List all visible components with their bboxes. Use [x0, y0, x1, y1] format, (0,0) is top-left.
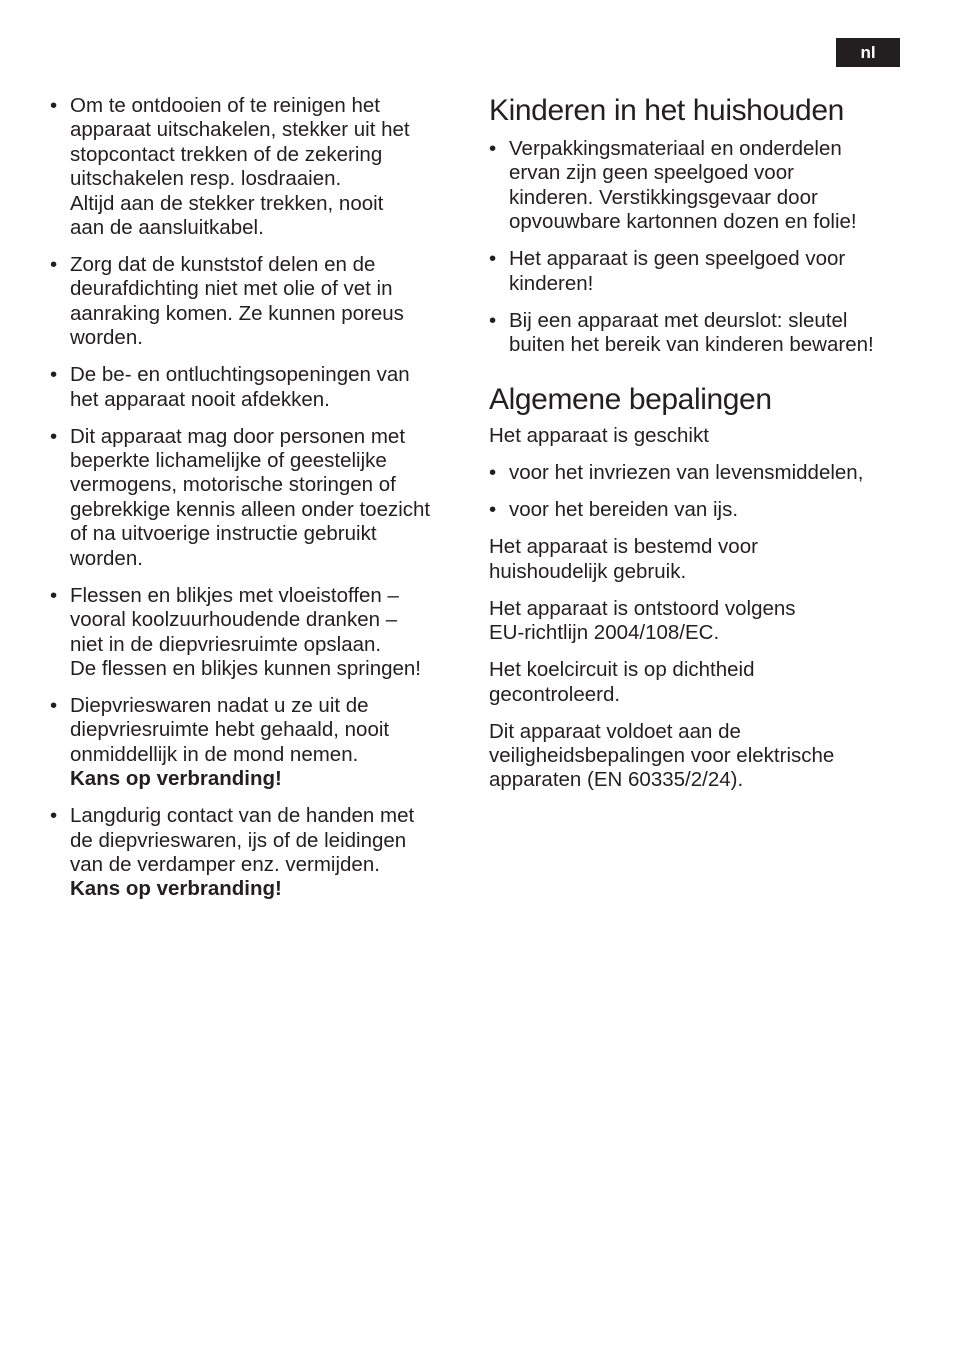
text-line: Het koelcircuit is op dichtheid — [489, 658, 755, 682]
text-line: Het apparaat is ontstoord volgens — [489, 596, 796, 620]
text-line: • Zorg dat de kunststof delen en de — [70, 253, 376, 277]
list-item — [489, 309, 914, 358]
paragraph — [489, 720, 914, 793]
text-line: aanraking komen. Ze kunnen poreus — [70, 301, 404, 325]
text-line: • Dit apparaat mag door personen met — [70, 424, 406, 448]
warning-text: Kans op verbranding! — [70, 767, 282, 791]
text-line: kinderen! — [509, 271, 594, 295]
text-line: gecontroleerd. — [489, 682, 621, 706]
text-line: vooral koolzuurhoudende dranken – — [70, 608, 398, 632]
text-line: niet in de diepvriesruimte opslaan. — [70, 632, 382, 656]
text-line: Altijd aan de stekker trekken, nooit — [70, 191, 384, 215]
text-line: • Het apparaat is geen speelgoed voor — [509, 247, 846, 271]
text-line: Het apparaat is bestemd voor — [489, 535, 758, 559]
text-line: worden. — [70, 326, 143, 350]
text-line: van de verdamper enz. vermijden. — [70, 852, 380, 876]
text-line: huishoudelijk gebruik. — [489, 559, 687, 583]
text-line: deurafdichting niet met olie of vet in — [70, 277, 393, 301]
list-item — [50, 694, 462, 792]
text-line: buiten het bereik van kinderen bewaren! — [509, 333, 874, 357]
text-line: apparaten (EN 60335/2/24). — [489, 768, 744, 792]
text-line: • Verpakkingsmateriaal en onderdelen — [509, 137, 842, 160]
text-line: apparaat uitschakelen, stekker uit het — [70, 118, 410, 142]
paragraph — [489, 597, 914, 646]
text-line: • Bij een apparaat met deurslot: sleutel — [509, 308, 848, 332]
text-line: • De be- en ontluchtingsopeningen van — [70, 363, 410, 387]
text-line: worden. — [70, 546, 143, 570]
text-line: • voor het invriezen van levensmiddelen, — [509, 461, 864, 485]
text-line: gebrekkige kennis alleen onder toezicht — [70, 497, 431, 521]
list-item — [50, 94, 462, 240]
list-item — [489, 461, 914, 485]
text-line: De flessen en blikjes kunnen springen! — [70, 656, 421, 680]
right-column — [489, 94, 914, 805]
text-line: vermogens, motorische storingen of — [70, 473, 396, 497]
list-item — [489, 137, 914, 235]
text-line: beperkte lichamelijke of geestelijke — [70, 449, 387, 473]
text-line: Het apparaat is geschikt — [489, 424, 709, 448]
text-line: veiligheidsbepalingen voor elektrische — [489, 744, 835, 768]
text-line: kinderen. Verstikkingsgevaar door — [509, 185, 818, 209]
text-line: EU-richtlijn 2004/108/EC. — [489, 621, 720, 645]
warning-text: Kans op verbranding! — [70, 877, 282, 901]
text-line: uitschakelen resp. losdraaien. — [70, 167, 342, 191]
text-line: de diepvrieswaren, ijs of de leidingen — [70, 828, 407, 852]
text-line: ervan zijn geen speelgoed voor — [509, 161, 794, 185]
list-item — [50, 804, 462, 902]
list-item — [489, 498, 914, 522]
section-heading-kinderen: Kinderen in het huishouden — [489, 94, 844, 127]
text-line: diepvriesruimte hebt gehaald, nooit — [70, 718, 390, 742]
list-item — [489, 247, 914, 296]
section-heading-algemeen: Algemene bepalingen — [489, 383, 772, 417]
left-column — [50, 94, 462, 914]
language-tab: nl — [836, 38, 900, 67]
paragraph — [489, 535, 914, 584]
text-line: • Om te ontdooien of te reinigen het — [70, 94, 380, 117]
list-item — [50, 584, 462, 682]
kinderen-list — [489, 137, 914, 357]
text-line: opvouwbare kartonnen dozen en folie! — [509, 210, 857, 234]
list-item — [50, 363, 462, 412]
text-line: • Diepvrieswaren nadat u ze uit de — [70, 693, 369, 717]
text-line: of na uitvoerige instructie gebruikt — [70, 522, 377, 546]
text-line: • Flessen en blikjes met vloeistoffen – — [70, 583, 399, 607]
text-line: onmiddellijk in de mond nemen. — [70, 742, 359, 766]
text-line: • Langdurig contact van de handen met — [70, 804, 415, 828]
text-line: Dit apparaat voldoet aan de — [489, 719, 741, 743]
paragraph — [489, 658, 914, 707]
list-item — [50, 253, 462, 351]
text-line: stopcontact trekken of de zekering — [70, 142, 383, 166]
algemeen-list — [489, 461, 914, 522]
text-line: aan de aansluitkabel. — [70, 216, 264, 240]
text-line: het apparaat nooit afdekken. — [70, 387, 330, 411]
intro-paragraph — [489, 424, 914, 448]
safety-list — [50, 94, 462, 902]
list-item — [50, 425, 462, 571]
text-line: • voor het bereiden van ijs. — [509, 498, 739, 522]
